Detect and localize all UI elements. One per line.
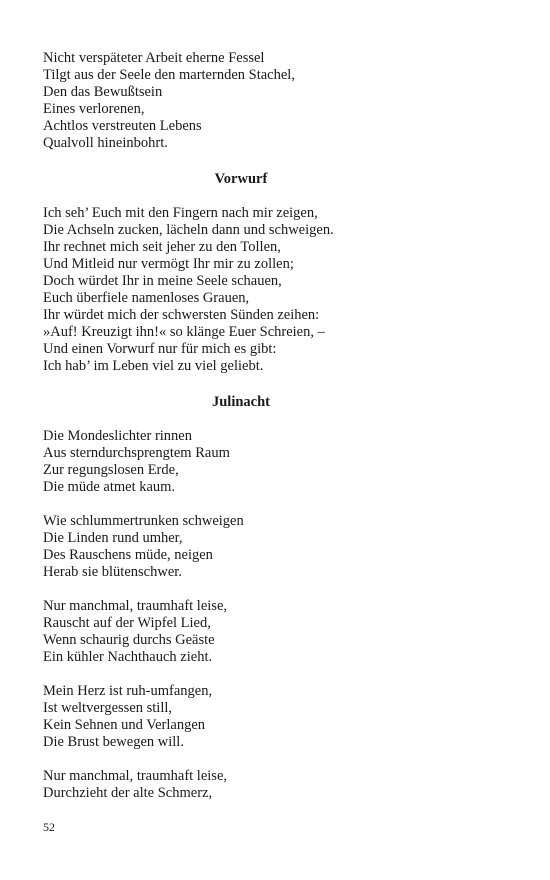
- poem-title: Julinacht: [211, 394, 270, 410]
- poem-line: Aus sterndurchsprengtem Raum: [43, 445, 230, 461]
- poem-line: Wie schlummertrunken schweigen: [43, 513, 244, 529]
- poem-line: Die Linden rund umher,: [43, 530, 183, 546]
- stanza: [43, 683, 483, 751]
- poem-line: Mein Herz ist ruh-umfangen,: [43, 683, 213, 699]
- poem-line: Die müde atmet kaum.: [43, 479, 176, 495]
- poem-line: Die Achseln zucken, lächeln dann und schweigen.: [43, 222, 334, 238]
- poem-line: Ich seh’ Euch mit den Fingern nach mir zeigen,: [43, 205, 318, 221]
- stanza: [43, 768, 483, 802]
- poem-line: Durchzieht der alte Schmerz,: [43, 785, 213, 801]
- poem-title: Vorwurf: [214, 171, 268, 187]
- poem-line: Achtlos verstreuten Lebens: [43, 118, 202, 134]
- poem-line: Ihr rechnet mich seit jeher zu den Tollen,: [43, 239, 281, 255]
- poem-line: Eines verlorenen,: [43, 101, 145, 117]
- poem-line: Zur regungslosen Erde,: [43, 462, 179, 478]
- poem-line: »Auf! Kreuzigt ihn!« so klänge Euer Schreien, –: [43, 324, 325, 340]
- poem-line: Euch überfiele namenloses Grauen,: [43, 290, 250, 306]
- poem-line: Die Mondeslichter rinnen: [43, 428, 192, 444]
- poem-julinacht: [43, 394, 483, 802]
- poem-line: Ist weltvergessen still,: [43, 700, 173, 716]
- stanza: [43, 428, 483, 496]
- poem-line: Nicht verspäteter Arbeit eherne Fessel: [43, 50, 265, 66]
- poem-line: Ich hab’ im Leben viel zu viel geliebt.: [43, 358, 264, 374]
- poem-line: Und Mitleid nur vermögt Ihr mir zu zollen;: [43, 256, 294, 272]
- poem-line: Nur manchmal, traumhaft leise,: [43, 768, 228, 784]
- poem-line: Herab sie blütenschwer.: [43, 564, 182, 580]
- page-body: [43, 50, 483, 802]
- poem-line: Des Rauschens müde, neigen: [43, 547, 213, 563]
- poem-line: Nur manchmal, traumhaft leise,: [43, 598, 228, 614]
- poem-line: Qualvoll hineinbohrt.: [43, 135, 168, 151]
- poem-line: Wenn schaurig durchs Geäste: [43, 632, 215, 648]
- stanza: [43, 513, 483, 581]
- poem-line: Ein kühler Nachthauch zieht.: [43, 649, 213, 665]
- poem-line: Kein Sehnen und Verlangen: [43, 717, 206, 733]
- poem-line: Den das Bewußtsein: [43, 84, 163, 100]
- poem-vorwurf: [43, 171, 483, 375]
- poem-fragment: [43, 50, 483, 152]
- poem-line: Doch würdet Ihr in meine Seele schauen,: [43, 273, 282, 289]
- stanza: [43, 598, 483, 666]
- poem-line: Und einen Vorwurf nur für mich es gibt:: [43, 341, 277, 357]
- poem-line: Tilgt aus der Seele den marternden Stachel,: [43, 67, 295, 83]
- poem-line: Rauscht auf der Wipfel Lied,: [43, 615, 211, 631]
- poem-line: Die Brust bewegen will.: [43, 734, 184, 750]
- poem-line: Ihr würdet mich der schwersten Sünden zeihen:: [43, 307, 320, 323]
- page-number: 52: [43, 820, 55, 834]
